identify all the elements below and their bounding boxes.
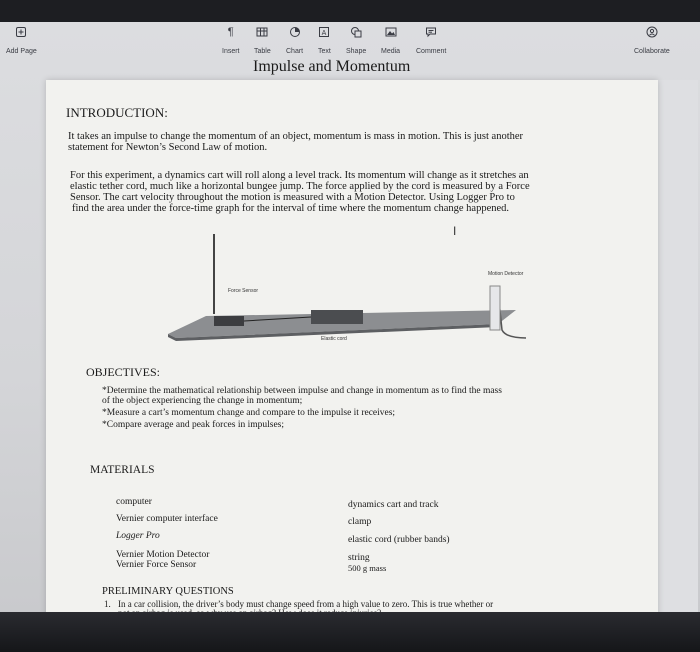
monitor-bezel [0, 612, 700, 652]
collaborate-button[interactable] [634, 26, 670, 55]
elastic-cord-label: Elastic cord [321, 336, 347, 342]
cursor-ibeam: I [453, 224, 457, 238]
document-page[interactable] [46, 80, 658, 620]
shape-icon [350, 26, 362, 38]
objective-1-line-1: *Determine the mathematical relationship between impulse and change in momentum as to find the mass [102, 386, 502, 396]
chart-button[interactable] [286, 26, 303, 55]
table-button[interactable] [254, 26, 271, 55]
material-left-2: Vernier computer interface [116, 514, 218, 524]
objective-1-line-2: of the object experiencing the change in momentum; [102, 396, 303, 406]
add-page-button[interactable] [6, 26, 37, 55]
intro-paragraph-2-line-3: Sensor. The cart velocity throughout the motion is measured with a Motion Detector. Using Logger Pro to [70, 192, 515, 203]
table-icon [256, 26, 268, 38]
shape-button[interactable] [346, 26, 366, 55]
comment-icon [425, 26, 437, 38]
text-button[interactable] [318, 26, 331, 55]
material-right-3: elastic cord (rubber bands) [348, 535, 450, 545]
intro-paragraph-1-line-1: It takes an impulse to change the momentum of an object, momentum is mass in motion. This is just another [68, 131, 524, 142]
experiment-diagram [166, 224, 556, 357]
comment-label: Comment [416, 48, 447, 55]
force-sensor-label: Force Sensor [228, 288, 259, 294]
chart-icon [289, 26, 301, 38]
objective-3: *Compare average and peak forces in impulses; [102, 420, 285, 430]
shape-label: Shape [346, 48, 367, 55]
pilcrow-icon: ¶ [227, 26, 234, 38]
material-right-1: dynamics cart and track [348, 500, 439, 510]
material-left-1: computer [116, 497, 152, 507]
material-right-4: string [348, 553, 370, 563]
motion-detector [490, 286, 500, 330]
motion-detector-label: Motion Detector [488, 271, 524, 277]
document-title: Impulse and Momentum [253, 58, 411, 75]
intro-paragraph-2-line-4: find the area under the force-time graph for the interval of time where the momentum change happened. [72, 203, 510, 214]
media-label: Media [381, 48, 401, 55]
dynamics-cart [311, 310, 363, 324]
question-1-number: 1. [104, 599, 111, 609]
media-button[interactable] [381, 26, 400, 55]
app-window [0, 22, 700, 612]
insert-label: Insert [222, 48, 240, 55]
material-right-5: 500 g mass [348, 563, 387, 573]
insert-button[interactable] [222, 26, 240, 55]
intro-paragraph-1-line-2: statement for Newton’s Second Law of motion. [68, 142, 268, 153]
material-left-5: Vernier Force Sensor [116, 560, 197, 570]
intro-heading: INTRODUCTION: [66, 105, 168, 120]
add-page-label: Add Page [6, 48, 37, 55]
objectives-heading: OBJECTIVES: [86, 365, 161, 379]
intro-paragraph-2-line-2: elastic tether cord, much like a horizontal bungee jump. The force applied by the cord is measured by a Force [70, 181, 530, 192]
text-label: Text [318, 48, 331, 55]
force-sensor-box [214, 316, 244, 326]
intro-paragraph-2-line-1: For this experiment, a dynamics cart will roll along a level track. Its momentum will change as it stretches an [70, 170, 529, 181]
chart-label: Chart [286, 48, 304, 55]
material-left-3: Logger Pro [116, 531, 160, 541]
table-label: Table [254, 48, 271, 55]
material-left-4: Vernier Motion Detector [116, 550, 210, 560]
comment-button[interactable] [416, 26, 446, 55]
objective-2: *Measure a cart’s momentum change and compare to the impulse it receives; [102, 408, 396, 418]
collaborate-icon [646, 26, 658, 38]
material-right-2: clamp [348, 517, 372, 527]
preliminary-questions-heading: PRELIMINARY QUESTIONS [102, 586, 234, 597]
question-1-line-1: In a car collision, the driver’s body must change speed from a high value to zero. This is true whether or [118, 599, 494, 609]
page-gutter [658, 80, 698, 620]
text-icon [318, 26, 330, 38]
add-page-icon [15, 26, 27, 38]
collaborate-label: Collaborate [634, 48, 670, 55]
media-icon [385, 26, 397, 38]
svg-text:A: A [322, 30, 327, 37]
materials-heading: MATERIALS [90, 464, 155, 476]
